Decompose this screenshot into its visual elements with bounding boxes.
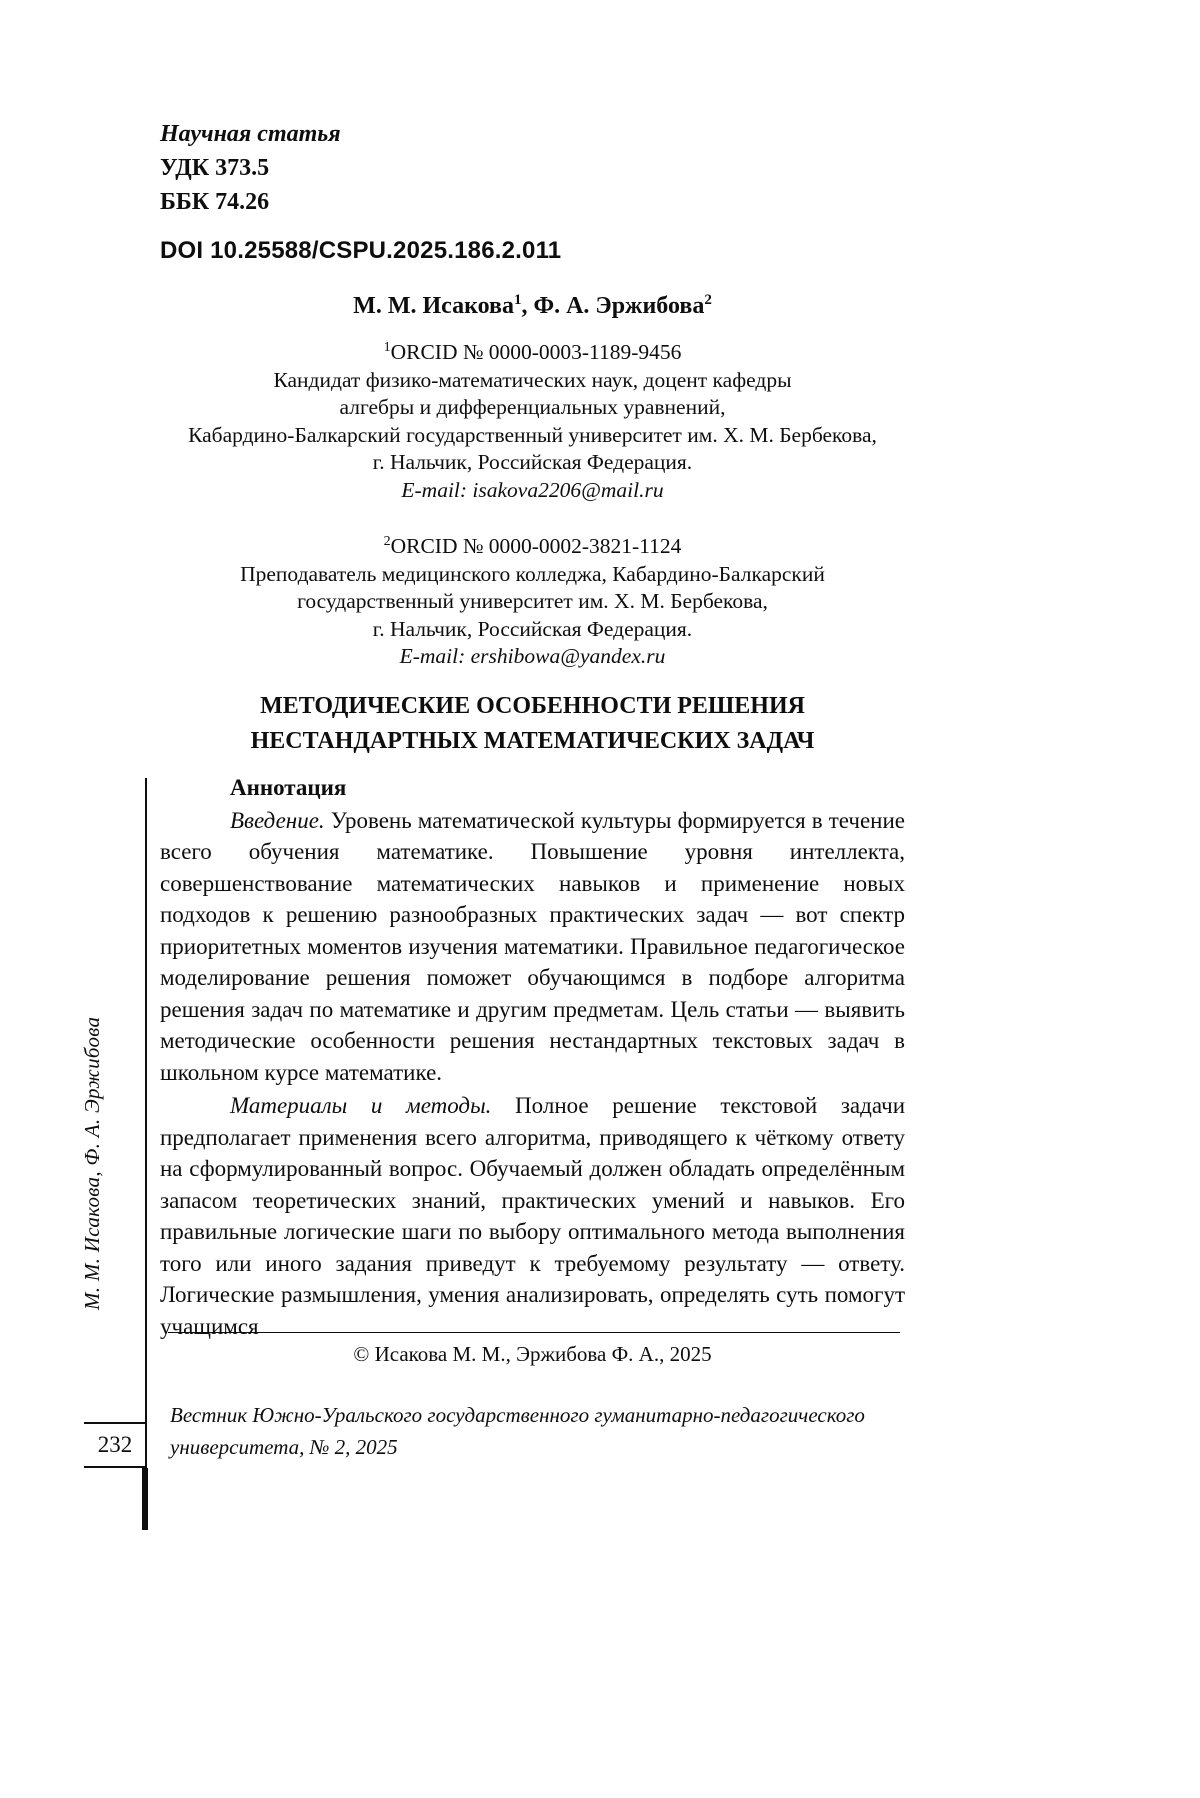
bbk-code: ББК 74.26 — [160, 189, 270, 215]
orcid-line-1 — [160, 334, 905, 367]
page-number-box — [84, 1422, 146, 1468]
copyright-line: © Исакова М. М., Эржибова Ф. А., 2025 — [353, 1342, 712, 1366]
journal-footer — [170, 1399, 905, 1463]
affiliation-block-2 — [160, 528, 905, 671]
affiliation-line: Кандидат физико-математических наук, доцент кафедры — [273, 367, 792, 392]
paragraph-lead-introduction: Введение. — [230, 807, 325, 833]
article-content — [160, 118, 905, 1342]
orcid-line-2 — [160, 528, 905, 561]
author-affil-mark-2: 2 — [704, 292, 712, 308]
affiliation-line: г. Нальчик, Российская Федерация. — [372, 450, 693, 475]
authors-line — [160, 284, 905, 322]
orcid-number-2: ORCID № 0000-0002-3821-1124 — [390, 534, 682, 559]
paragraph-lead-methods: Материалы и методы. — [230, 1093, 492, 1119]
journal-footer-line-1: Вестник Южно-Уральского государственного гуманитарно-педагогического — [170, 1403, 865, 1427]
footer-separator-rule — [168, 1332, 900, 1333]
author-name-2: Ф. А. Эржибова — [533, 293, 705, 319]
paper-title — [160, 689, 905, 759]
author-email-1: E-mail: isakova2206@mail.ru — [401, 477, 664, 502]
affiliation-line: Преподаватель медицинского колледжа, Кабардино-Балкарский — [240, 561, 825, 586]
left-margin-rule-thick — [142, 1468, 148, 1530]
page-number: 232 — [97, 1432, 133, 1457]
abstract-paragraph-methods — [160, 1090, 905, 1342]
left-margin-rule — [145, 778, 147, 1468]
author-email-2: E-mail: ershibowa@yandex.ru — [399, 644, 666, 669]
abstract-heading: Аннотация — [230, 774, 347, 800]
authors-separator: , — [521, 293, 534, 319]
author-name-1: М. М. Исакова — [353, 293, 514, 319]
paragraph-text-introduction: Уровень математической культуры формируется в течение всего обучения математике. Повышение уровня интеллекта, совершенствование математических навыков и применение новых подходов к решению разнообразных практических задач — вот спектр приоритетных моментов изучения математики. Правильное педагогическое моделирование решения поможет обучающимся в подборе алгоритма решения задач по математике и другим предметам. Цель статьи — выявить методические особенности решения нестандартных текстовых задач в школьном курсе математике. — [160, 807, 905, 1085]
paragraph-text-methods: Полное решение текстовой задачи предполагает применения всего алгоритма, приводящего к чёткому ответу на сформулированный вопрос. Обучаемый должен обладать определённым запасом теоретических знаний, практических умений и навыков. Его правильные логические шаги по выбору оптимального метода выполнения того или иного задания приведут к требуемому результату — ответу. Логические размышления, умения анализировать, определять суть помогут учащимся — [160, 1093, 906, 1339]
article-type-label: Научная статья — [160, 121, 341, 147]
journal-footer-line-2: университета, № 2, 2025 — [170, 1435, 398, 1459]
paper-title-line-2: НЕСТАНДАРТНЫХ МАТЕМАТИЧЕСКИХ ЗАДАЧ — [250, 727, 815, 754]
udk-code: УДК 373.5 — [160, 155, 270, 181]
orcid-number-1: ORCID № 0000-0003-1189-9456 — [390, 340, 682, 365]
paper-title-line-1: МЕТОДИЧЕСКИЕ ОСОБЕННОСТИ РЕШЕНИЯ — [260, 692, 805, 719]
affil-mark-1: 1 — [383, 340, 391, 355]
affiliation-line: Кабардино-Балкарский государственный университет им. Х. М. Бербекова, — [188, 422, 877, 447]
doi-code: DOI 10.25588/CSPU.2025.186.2.011 — [160, 237, 562, 264]
affiliation-block-1 — [160, 334, 905, 504]
sidebar-rotated-authors: М. М. Исакова, Ф. А. Эржибова — [80, 1016, 104, 1310]
affiliation-line: государственный университет им. Х. М. Бербекова, — [297, 589, 768, 614]
affil-mark-2: 2 — [383, 534, 391, 550]
affiliation-line: г. Нальчик, Российская Федерация. — [372, 616, 693, 641]
author-affil-mark-1: 1 — [513, 292, 522, 308]
abstract-paragraph-introduction — [160, 805, 905, 1089]
affiliation-line: алгебры и дифференциальных уравнений, — [339, 395, 726, 420]
